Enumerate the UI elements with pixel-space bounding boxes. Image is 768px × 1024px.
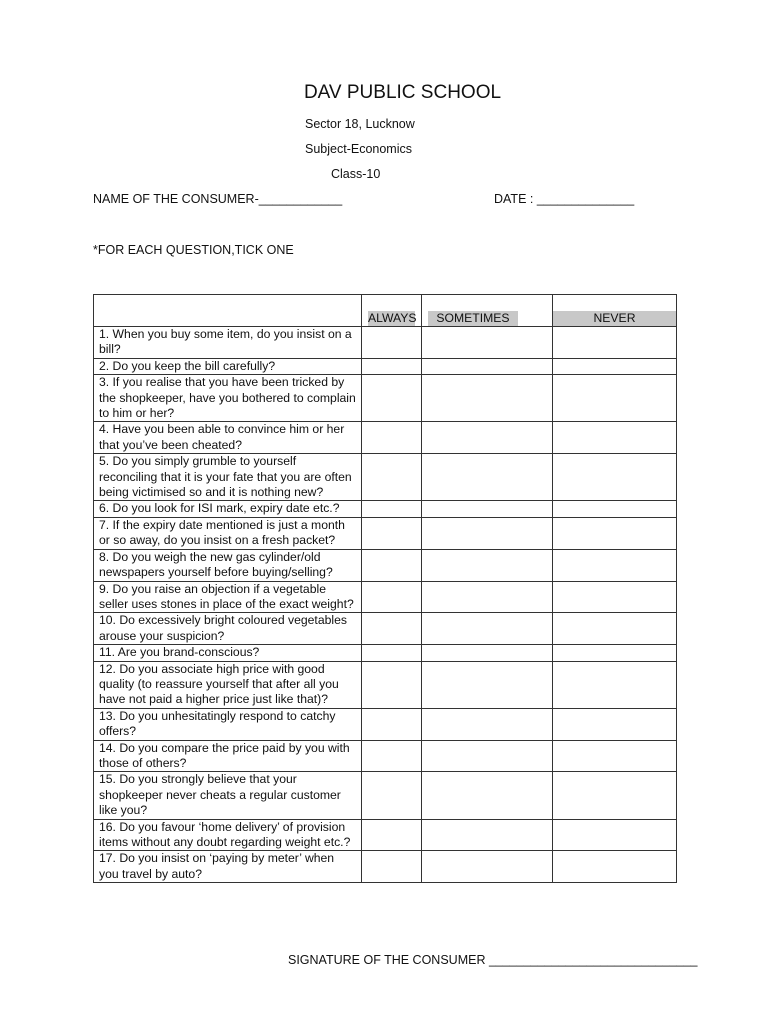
answer-cell-sometimes[interactable]: [422, 501, 553, 517]
answer-cell-never[interactable]: [553, 422, 677, 454]
answer-cell-always[interactable]: [362, 581, 422, 613]
header-always-cell: [362, 295, 422, 327]
school-address: Sector 18, Lucknow: [305, 117, 415, 131]
answer-cell-never[interactable]: [553, 517, 677, 549]
date-field[interactable]: DATE : ______________: [494, 192, 635, 206]
survey-table: [93, 294, 677, 883]
answer-cell-always[interactable]: [362, 645, 422, 661]
table-row: [94, 375, 677, 422]
subject-label: Subject-Economics: [305, 142, 412, 156]
table-row: [94, 517, 677, 549]
question-text: 10. Do excessively bright coloured vegetables arouse your suspicion?: [94, 613, 362, 645]
answer-cell-always[interactable]: [362, 661, 422, 708]
answer-cell-sometimes[interactable]: [422, 708, 553, 740]
table-row: [94, 358, 677, 374]
question-text: 4. Have you been able to convince him or her that you’ve been cheated?: [94, 422, 362, 454]
answer-cell-never[interactable]: [553, 645, 677, 661]
answer-cell-sometimes[interactable]: [422, 581, 553, 613]
answer-cell-always[interactable]: [362, 517, 422, 549]
answer-cell-always[interactable]: [362, 772, 422, 819]
answer-cell-always[interactable]: [362, 708, 422, 740]
table-row: [94, 581, 677, 613]
answer-cell-sometimes[interactable]: [422, 645, 553, 661]
table-row: [94, 422, 677, 454]
question-text: 13. Do you unhesitatingly respond to catchy offers?: [94, 708, 362, 740]
column-header-never: NEVER: [553, 311, 676, 326]
answer-cell-sometimes[interactable]: [422, 613, 553, 645]
table-row: [94, 661, 677, 708]
answer-cell-sometimes[interactable]: [422, 517, 553, 549]
header-sometimes-cell: [422, 295, 553, 327]
table-row: [94, 501, 677, 517]
answer-cell-sometimes[interactable]: [422, 327, 553, 359]
question-text: 1. When you buy some item, do you insist on a bill?: [94, 327, 362, 359]
answer-cell-never[interactable]: [553, 358, 677, 374]
table-row: [94, 819, 677, 851]
answer-cell-sometimes[interactable]: [422, 661, 553, 708]
column-header-always: ALWAYS: [368, 311, 417, 325]
question-text: 8. Do you weigh the new gas cylinder/old newspapers yourself before buying/selling?: [94, 549, 362, 581]
question-text: 7. If the expiry date mentioned is just a month or so away, do you insist on a fresh packet?: [94, 517, 362, 549]
answer-cell-always[interactable]: [362, 740, 422, 772]
answer-cell-never[interactable]: [553, 851, 677, 883]
answer-cell-sometimes[interactable]: [422, 549, 553, 581]
answer-cell-never[interactable]: [553, 549, 677, 581]
table-row: [94, 613, 677, 645]
class-label: Class-10: [331, 167, 381, 181]
table-row: [94, 740, 677, 772]
answer-cell-always[interactable]: [362, 851, 422, 883]
answer-cell-always[interactable]: [362, 819, 422, 851]
table-row: [94, 645, 677, 661]
question-text: 15. Do you strongly believe that your shopkeeper never cheats a regular customer like you?: [94, 772, 362, 819]
instruction-text: *FOR EACH QUESTION,TICK ONE: [93, 243, 294, 257]
answer-cell-never[interactable]: [553, 708, 677, 740]
table-row: [94, 454, 677, 501]
answer-cell-never[interactable]: [553, 375, 677, 422]
answer-cell-never[interactable]: [553, 819, 677, 851]
answer-cell-always[interactable]: [362, 422, 422, 454]
answer-cell-sometimes[interactable]: [422, 422, 553, 454]
answer-cell-always[interactable]: [362, 358, 422, 374]
answer-cell-never[interactable]: [553, 327, 677, 359]
answer-cell-never[interactable]: [553, 772, 677, 819]
answer-cell-sometimes[interactable]: [422, 740, 553, 772]
answer-cell-sometimes[interactable]: [422, 454, 553, 501]
table-row: [94, 772, 677, 819]
question-text: 3. If you realise that you have been tricked by the shopkeeper, have you bothered to complain to him or her?: [94, 375, 362, 422]
question-text: 5. Do you simply grumble to yourself reconciling that it is your fate that you are often being victimised so and it is nothing new?: [94, 454, 362, 501]
answer-cell-always[interactable]: [362, 549, 422, 581]
table-row: [94, 327, 677, 359]
answer-cell-always[interactable]: [362, 327, 422, 359]
answer-cell-never[interactable]: [553, 501, 677, 517]
table-row: [94, 549, 677, 581]
signature-field[interactable]: SIGNATURE OF THE CONSUMER ______________________________: [288, 953, 698, 967]
table-header-row: [94, 295, 677, 327]
school-title: DAV PUBLIC SCHOOL: [303, 82, 502, 103]
question-text: 17. Do you insist on ‘paying by meter’ when you travel by auto?: [94, 851, 362, 883]
answer-cell-never[interactable]: [553, 581, 677, 613]
question-text: 16. Do you favour ‘home delivery’ of provision items without any doubt regarding weight etc.?: [94, 819, 362, 851]
question-text: 12. Do you associate high price with good quality (to reassure yourself that after all you have not paid a higher price just like that)?: [94, 661, 362, 708]
answer-cell-never[interactable]: [553, 454, 677, 501]
survey-body: [94, 327, 677, 883]
header-question-cell: [94, 295, 362, 327]
answer-cell-sometimes[interactable]: [422, 375, 553, 422]
answer-cell-sometimes[interactable]: [422, 358, 553, 374]
table-row: [94, 708, 677, 740]
answer-cell-never[interactable]: [553, 661, 677, 708]
answer-cell-sometimes[interactable]: [422, 772, 553, 819]
question-text: 2. Do you keep the bill carefully?: [94, 358, 362, 374]
question-text: 6. Do you look for ISI mark, expiry date etc.?: [94, 501, 362, 517]
answer-cell-sometimes[interactable]: [422, 819, 553, 851]
answer-cell-always[interactable]: [362, 375, 422, 422]
table-row: [94, 851, 677, 883]
header-never-cell: [553, 295, 677, 327]
answer-cell-never[interactable]: [553, 740, 677, 772]
question-text: 14. Do you compare the price paid by you with those of others?: [94, 740, 362, 772]
answer-cell-sometimes[interactable]: [422, 851, 553, 883]
question-text: 11. Are you brand-conscious?: [94, 645, 362, 661]
question-text: 9. Do you raise an objection if a vegetable seller uses stones in place of the exact weight?: [94, 581, 362, 613]
column-header-sometimes: SOMETIMES: [428, 311, 518, 326]
answer-cell-always[interactable]: [362, 613, 422, 645]
answer-cell-never[interactable]: [553, 613, 677, 645]
answer-cell-always[interactable]: [362, 454, 422, 501]
answer-cell-always[interactable]: [362, 501, 422, 517]
consumer-name-field[interactable]: NAME OF THE CONSUMER-____________: [93, 192, 343, 206]
